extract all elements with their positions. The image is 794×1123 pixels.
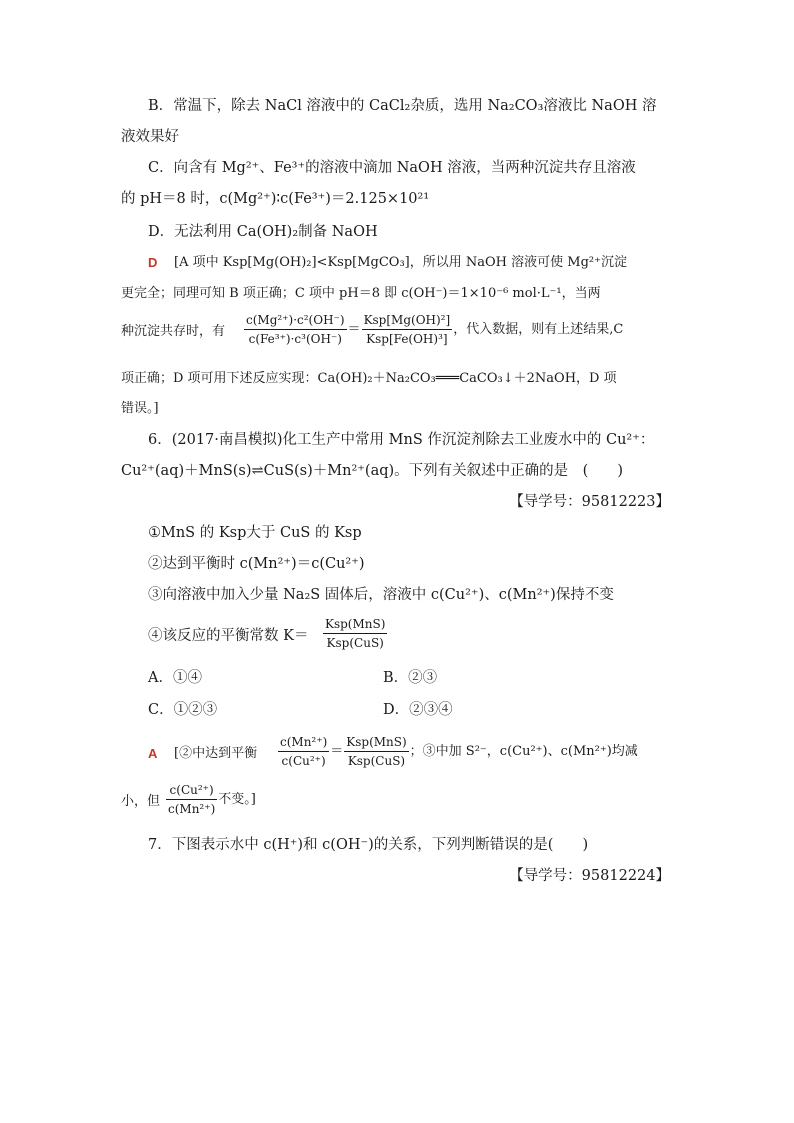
answer5-letter: D — [148, 255, 158, 270]
fraction-ksp-ratio: $\frac{\text{Ksp[Mg(OH)²]}}{\text{Ksp[Fe(OH)³]}}$ — [363, 313, 451, 346]
fraction-equilibrium-k: $\frac{\text{Ksp(MnS)}}{\text{Ksp(CuS)}}$ — [325, 617, 386, 650]
option-a: A．①④ — [148, 670, 202, 686]
option-b: B．②③ — [383, 670, 438, 686]
fraction-mg-fe: $\frac{\text{c(Mg²⁺)·c²(OH⁻)}}{\text{c(Fe³⁺)·c³(OH⁻)}}$ — [246, 313, 345, 346]
fraction-ksp-mns-cus: $\frac{\text{Ksp(MnS)}}{\text{Ksp(CuS)}}$ — [346, 735, 407, 768]
option-d: D．②③④ — [383, 702, 453, 718]
option-c: C．①②③ — [148, 702, 218, 718]
answer6-letter: A — [148, 746, 158, 761]
fraction-cu-mn: $\frac{\text{c(Cu²⁺)}}{\text{c(Mn²⁺)}}$ — [168, 783, 216, 816]
fraction-mn-cu: $\frac{\text{c(Mn²⁺)}}{\text{c(Cu²⁺)}}$ — [280, 735, 328, 768]
